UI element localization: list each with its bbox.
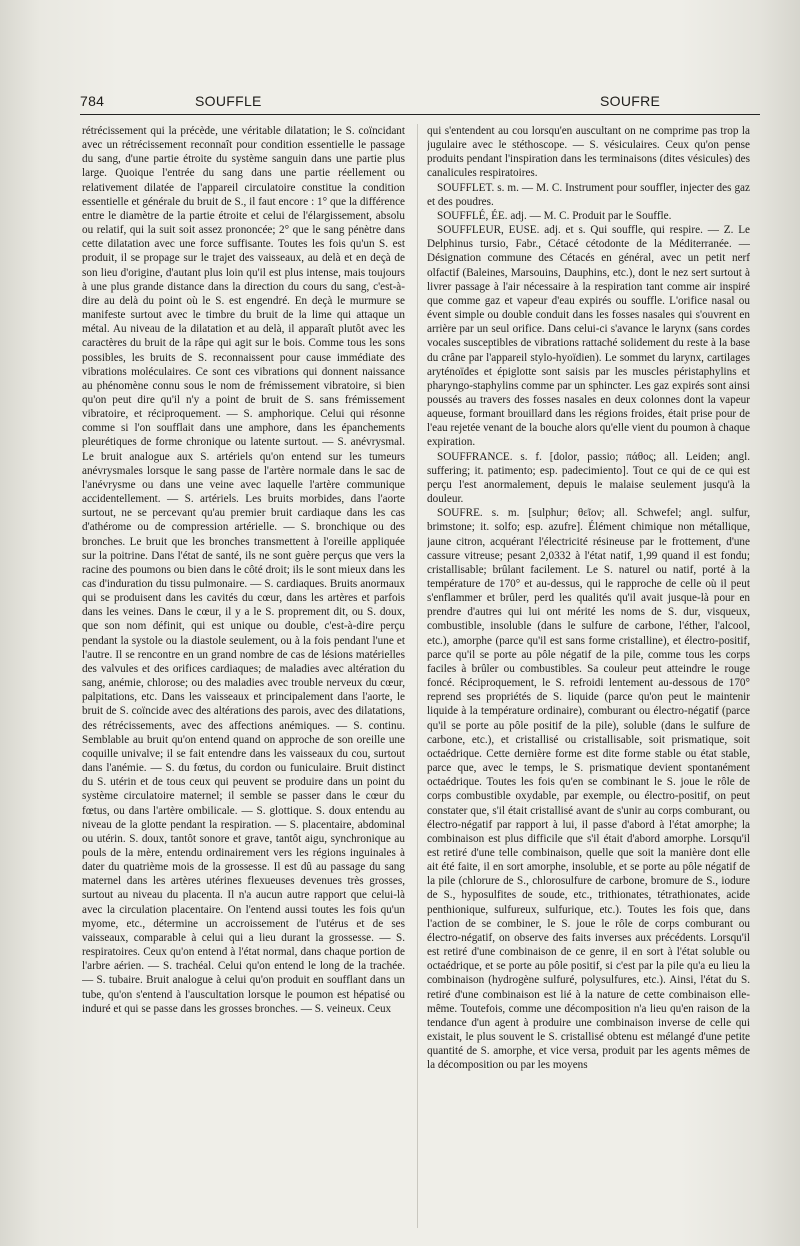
- entry-souffle: SOUFFLÉ, ÉE. adj. — M. C. Produit par le Souffle.: [437, 209, 672, 222]
- guide-word-left: SOUFFLE: [195, 93, 262, 109]
- left-column: [82, 124, 405, 1228]
- entry-soufflet: SOUFFLET. s. m. — M. C. Instrument pour souffler, injecter des gaz et des poudres.: [427, 181, 750, 208]
- entry-paragraph: qui s'entendent au cou lorsqu'en auscultant on ne comprime pas trop la jugulaire avec le stéthoscope. — S. vésiculaires. Ceux qu'on pense produits pendant l'inspiration dans les terminaisons (dites vésicules) des canalicules respiratoires.: [427, 125, 750, 180]
- entry-paragraph: rétrécissement qui la précède, une véritable dilatation; le S. coïncidant avec un rétrécissement reconnaît pour condition essentielle le passage du sang, d'une partie étroite du système sanguin dans une partie plus large. Quoique l'entrée du sang dans une partie réellement ou relativement dilatée de l'appareil circulatoire constitue la condition essentielle et générale du bruit de S., il faut encore : 1° que la différence entre le diamètre de la partie étroite et celui de l'élargissement, absolu ou relatif, qui la suit soit assez prononcée; 2° que le sang pénètre dans cette dilatation avec une force suffisante. Toutes les fois qu'un S. est produit, il se propage sur le trajet des vaisseaux, au delà et en deçà de son lieu d'origine, d'autant plus loin qu'il est plus intense, mais toujours à une plus grande distance dans la direction du cours du sang, c'est-à-dire au delà du point où le S. est engendré. En deçà le murmure se manifeste surtout avec le timbre du bruit de la lime qui attaque un métal. Au niveau de la dilatation et au delà, il apparaît plutôt avec les caractères du bruit de la râpe qui agit sur le bois. Comme tous les sons possibles, les bruits de S. reconnaissent pour cause immédiate des vibrations moléculaires. Ce sont ces vibrations qui donnent naissance au phénomène connu sous le nom de frémissement vibratoire, si bien qu'on peut dire qu'il n'y a point de bruit de S. sans frémissement vibratoire, et réciproquement. — S. amphorique. Celui qui résonne comme si l'on soufflait dans une amphore, dans les épanchements pleurétiques de forme chronique ou latente surtout. — S. anévrysmal. Le bruit analogue aux S. artériels qu'on entend sur les tumeurs anévrysmales lorsque le sang passe de l'artère normale dans le sac de l'anévrysme ou dans une veine avec laquelle l'artère communique accidentellement. — S. artériels. Les bruits morbides, dans l'aorte surtout, ne se percevant qu'au premier bruit cardiaque dans les cas d'athérome ou de compression artérielle. — S. bronchique ou des bronches. Le bruit que les bronches transmettent à l'oreille appliquée sur la poitrine. Dans l'état de santé, ils ne sont guère perçus que vers la racine des poumons ou bien dans le côté droit; ils le sont mieux dans les cas d'induration du tissu pulmonaire. — S. cardiaques. Bruits anormaux qui se produisent dans les cavités du cœur, dans les artères et parfois dans les veines. Dans le cœur, il y a le S. proprement dit, ou S. doux, que son nom définit, qui est unique ou double, c'est-à-dire perçu pendant la systole ou la diastole seulement, ou à la fois pendant l'une et l'autre. Il se rencontre en un grand nombre de cas de lésions matérielles des valvules et des orifices cardiaques; de maladies avec altération du sang, anémie, chlorose; ou des maladies avec trouble nerveux du cœur, palpitations, etc. Dans les vaisseaux et principalement dans l'aorte, le bruit de S. coïncide avec des altérations des parois, avec des dilatations, des rétrécissements, avec des affections anémiques. — S. continu. Semblable au bruit qu'on entend quand on approche de son oreille une coquille univalve; il se fait entendre dans les vaisseaux du cou, surtout dans l'anémie. — S. du fœtus, du cordon ou funiculaire. Bruit distinct du S. utérin et de tous ceux qui peuvent se produire dans un point du système circulatoire maternel; il semble se passer dans le cœur du fœtus, ou dans l'artère ombilicale. — S. glottique. S. doux entendu au niveau de la glotte pendant la respiration. — S. placentaire, abdominal ou utérin. S. doux, tantôt sonore et grave, tantôt aigu, synchronique au pouls de la mère, entendu ordinairement vers les régions inguinales à dater du quatrième mois de la grossesse. Il est dû au passage du sang maternel dans les artères utérines flexueuses devenues très grosses, surtout au niveau du placenta. Il n'a aucun autre rapport que celui-là avec la circulation placentaire. On l'entend aussi toutes les fois qu'un myome, etc., détermine un accroissement de l'utérus et de ses vaisseaux, comparable à celui qui a lieu durant la grossesse. — S. respiratoires. Ceux qu'on entend à l'état normal, dans chaque portion de l'arbre aérien. — S. trachéal. Celui qu'on entend le long de la trachée. — S. tubaire. Bruit analogue à celui qu'on produit en soufflant dans un tube, qu'on s'entend à l'auscultation lorsque le poumon est hépatisé ou induré et qui se passe dans les grosses bronches. — S. veineux. Ceux: [82, 125, 405, 1015]
- page-number: 784: [80, 93, 105, 109]
- header-rule: [80, 114, 760, 115]
- right-column: [427, 124, 750, 1228]
- column-divider: [417, 124, 418, 1228]
- entry-souffleur: SOUFFLEUR, EUSE. adj. et s. Qui souffle, qui respire. — Z. Le Delphinus tursio, Fabr., Cétacé cétodonte de la Méditerranée. — Désignation commune des Cétacés en général, avec un petit nerf olfactif (Baleines, Marsouins, Dauphins, etc.), dont le nez sert surtout à livrer passage à l'air nécessaire à la respiration tant comme air inspiré que comme gaz et vapeur d'eau expirés ou souffle. L'orifice nasal ou évent simple ou double conduit dans les fosses nasales qui s'ouvrent en arrière par un seul orifice. Dans celui-ci s'avance le larynx (sans cordes vocales susceptibles de vibrations rattaché solidement du reste à la base du crâne par l'appareil stylo-hyoïdien). Le sommet du larynx, cartilages aryténoïdes et épiglotte sont saisis par les muscles péristaphylins et pharyngo-staphylins comme par un sphincter. Les gaz expirés sont ainsi poussés au travers des fosses nasales en deux colonnes dont la vapeur aqueuse, formant brouillard dans les régions froides, était prise pour de l'eau rejetée venant de la bouche alors qu'elle vient du poumon à chaque expiration.: [427, 224, 750, 449]
- guide-word-right: SOUFRE: [600, 93, 661, 109]
- running-header: [80, 93, 760, 113]
- entry-soufre: SOUFRE. s. m. [sulphur; θεῖον; all. Schwefel; angl. sulfur, brimstone; it. solfo; esp. azufre]. Élément chimique non métallique, jaune citron, acquérant l'électricité résineuse par le frottement, d'une cassure vitreuse; pesant 2,0332 à l'état natif, 1,99 quand il est fondu; cristallisable; brûlant facilement. Le S. naturel ou natif, porté à la température de 170° et au-dessus, qui le rapproche de celle où il peut s'enflammer et brûler, perd les qualités qu'il avait jusque-là pour en prendre d'autres qui lui ont mérité les noms de S. dur, visqueux, combustible, insoluble (dans le sulfure de carbone, l'éther, l'alcool, etc.), amorphe (parce qu'il est sans forme cristalline), et électro-positif, parce qu'il se porte au pôle négatif de la pile, comme tous les corps faciles à brûler ou combustibles. Sa couleur peut atteindre le rouge foncé. Réciproquement, le S. refroidi lentement au-dessous de 170° reprend ses propriétés de S. liquide (parce qu'on peut le maintenir liquide à la température ordinaire), comburant ou électro-négatif (parce qu'il se porte au pôle positif de la pile), soluble (dans le sulfure de carbone, etc.), et cristallisé ou cristallisable, soit prismatique, soit octaédrique. Cette dernière forme est dite forme stable ou état stable, parce que, avec le temps, le S. prismatique devient spontanément octaédrique. Toutes les fois qu'en se combinant le S. joue le rôle de corps combustible oxydable, par exemple, ou électro-positif, on peut constater que, s'il était cristallisé avant de s'unir au corps comburant, ou électro-négatif par rapport à lui, il passe d'abord à l'état amorphe; la combinaison est plus difficile que s'il était d'abord amorphe. Lorsqu'il est retiré d'une telle combinaison, quelle que soit la manière dont elle ait été faite, il en sort amorphe, insoluble, et se porte au pôle négatif de la pile (chlorure de S., chlorosulfure de carbone, bromure de S., iodure de S., hyposulfites de soude, etc., trithionates, tétrathionates, acide penthionique, sulfureux, sulfurique, etc.). Toutes les fois que, dans l'action de se combiner, le S. joue le rôle de corps comburant ou électro-négatif, on observe des faits inverses aux précédents. Lorsqu'il est retiré d'une combinaison de ce genre, il en sort à l'état soluble ou octaédrique, et se porte au pôle positif, si c'est par la pile qu'a eu lieu la combinaison (hydrogène sulfuré, polysulfures, etc.). Ainsi, l'état du S. retiré d'une combinaison est lié à la nature de cette combinaison elle-même. Toutefois, comme une décomposition n'a lieu qu'en raison de la tendance d'un agent à produire une combinaison inverse de celle qui existait, le plus souvent le S. cristallisé obtenu est mélangé d'une petite quantité de S. amorphe, et vice versa, produit par les agents mêmes de la décomposition ou par les moyens: [427, 507, 750, 1072]
- entry-souffrance: SOUFFRANCE. s. f. [dolor, passio; πάθος; all. Leiden; angl. suffering; it. patimento; esp. padecimiento]. Tout ce qui de ce qui est perçu l'est anormalement, depuis le malaise seulement jusqu'à la douleur.: [427, 450, 750, 506]
